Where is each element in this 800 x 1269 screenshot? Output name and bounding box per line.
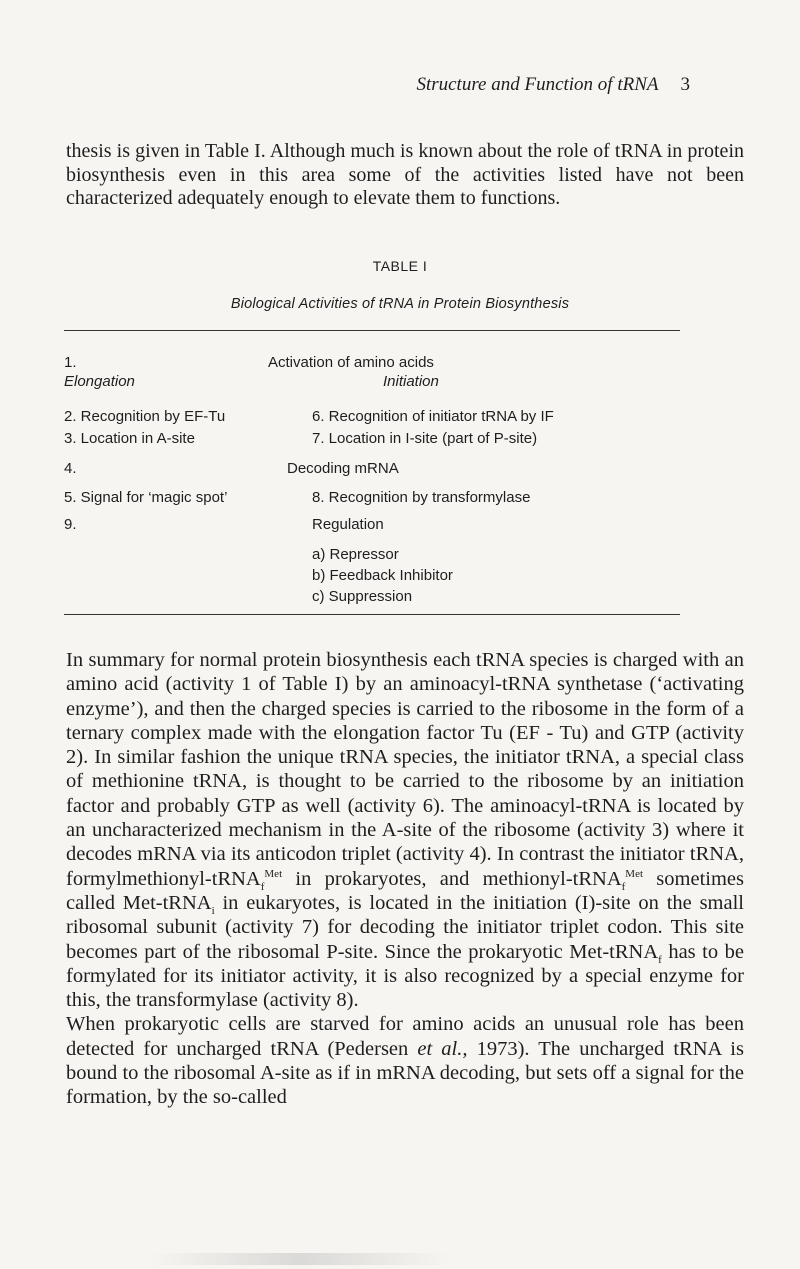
table-label: TABLE I [372,258,428,274]
table-row-number-9: 9. [64,516,77,533]
citation-et-al: et al., [417,1037,468,1060]
summary-text-4: in eukaryotes, is located in the initiation (I)-site on the small ribosomal subunit (activity 7) for decoding the initiator triplet codon. This site becomes part of the ribosomal P-site. Since the prokaryotic Met-tRNA [66,891,744,963]
table-item-8: 8. Recognition by transformylase [312,489,531,506]
table-regulation: Regulation [312,516,384,533]
table-sub-c: c) Suppression [312,588,413,605]
table-item-5: 5. Signal for ‘magic spot’ [64,489,228,506]
subscript-f-3: f [658,953,662,966]
table-item-3: 3. Location in A-site [64,430,195,447]
scan-artifact [150,1253,450,1265]
table-item-2: 2. Recognition by EF-Tu [64,408,226,425]
table-activation: Activation of amino acids [268,354,434,371]
page-number: 3 [680,74,690,95]
table-sub-b: b) Feedback Inhibitor [312,567,453,584]
table-decoding: Decoding mRNA [287,460,399,477]
subscript-f-1: f [260,880,265,893]
table-heading-initiation: Initiation [383,373,439,390]
table-top-rule [64,330,680,331]
summary-text-2: in prokaryotes, and methionyl-tRNA [282,867,622,890]
intro-paragraph [66,140,744,211]
table-sub-a: a) Repressor [312,546,399,563]
summary-paragraph-1 [66,648,744,1012]
superscript-met-2: Met [625,867,644,880]
running-head-title: Structure and Function of tRNA [416,74,659,95]
subscript-f-2: f [621,880,626,893]
summary-body [66,648,744,1110]
intro-text: thesis is given in Table I. Although much is known about the role of tRNA in protein biosynthesis even in this area some of the activities listed have not been characterized adequately enough to elevate them to functions. [66,140,744,209]
summary-text-7: 1973). The uncharged tRNA is bound to the ribosomal A-site as if in mRNA decoding, but sets off a signal for the formation, by the so-called [66,1037,744,1109]
superscript-met-1: Met [264,867,283,880]
subscript-i: i [211,905,215,918]
summary-text-6: When prokaryotic cells are starved for amino acids an unusual role has been detected for uncharged tRNA (Pedersen [66,1013,744,1060]
summary-text-3: sometimes called Met-tRNA [66,867,744,914]
table-item-6: 6. Recognition of initiator tRNA by IF [312,408,554,425]
table-bottom-rule [64,614,680,615]
running-head [416,74,690,96]
table-heading-elongation: Elongation [64,373,135,390]
table-row-number-1: 1. [64,354,77,371]
table-row-number-4: 4. [64,460,77,477]
table-caption: Biological Activities of tRNA in Protein Biosynthesis [230,296,570,312]
summary-text-5: has to be formylated for its initiator activity, it is also recognized by a special enzyme for this, the transformylase (activity 8). [66,940,745,1012]
table-item-7: 7. Location in I-site (part of P-site) [312,430,538,447]
summary-text-1: In summary for normal protein biosynthesis each tRNA species is charged with an amino acid (activity 1 of Table I) by an aminoacyl-tRNA synthetase (‘activating enzyme’), and then the charged species is carried to the ribosome in the form of a ternary complex made with the elongation factor Tu (EF - Tu) and GTP (activity 2). In similar fashion the unique tRNA species, the initiator tRNA, a special class of methionine tRNA, is thought to be carried to the ribosome by an initiation factor and probably GTP as well (activity 6). The aminoacyl-tRNA is located by an uncharacterized mechanism in the A-site of the ribosome (activity 3) where it decodes mRNA via its anticodon triplet (activity 4). In contrast the initiator tRNA, formylmethionyl-tRNA [66,649,744,890]
summary-paragraph-2 [66,1012,744,1109]
